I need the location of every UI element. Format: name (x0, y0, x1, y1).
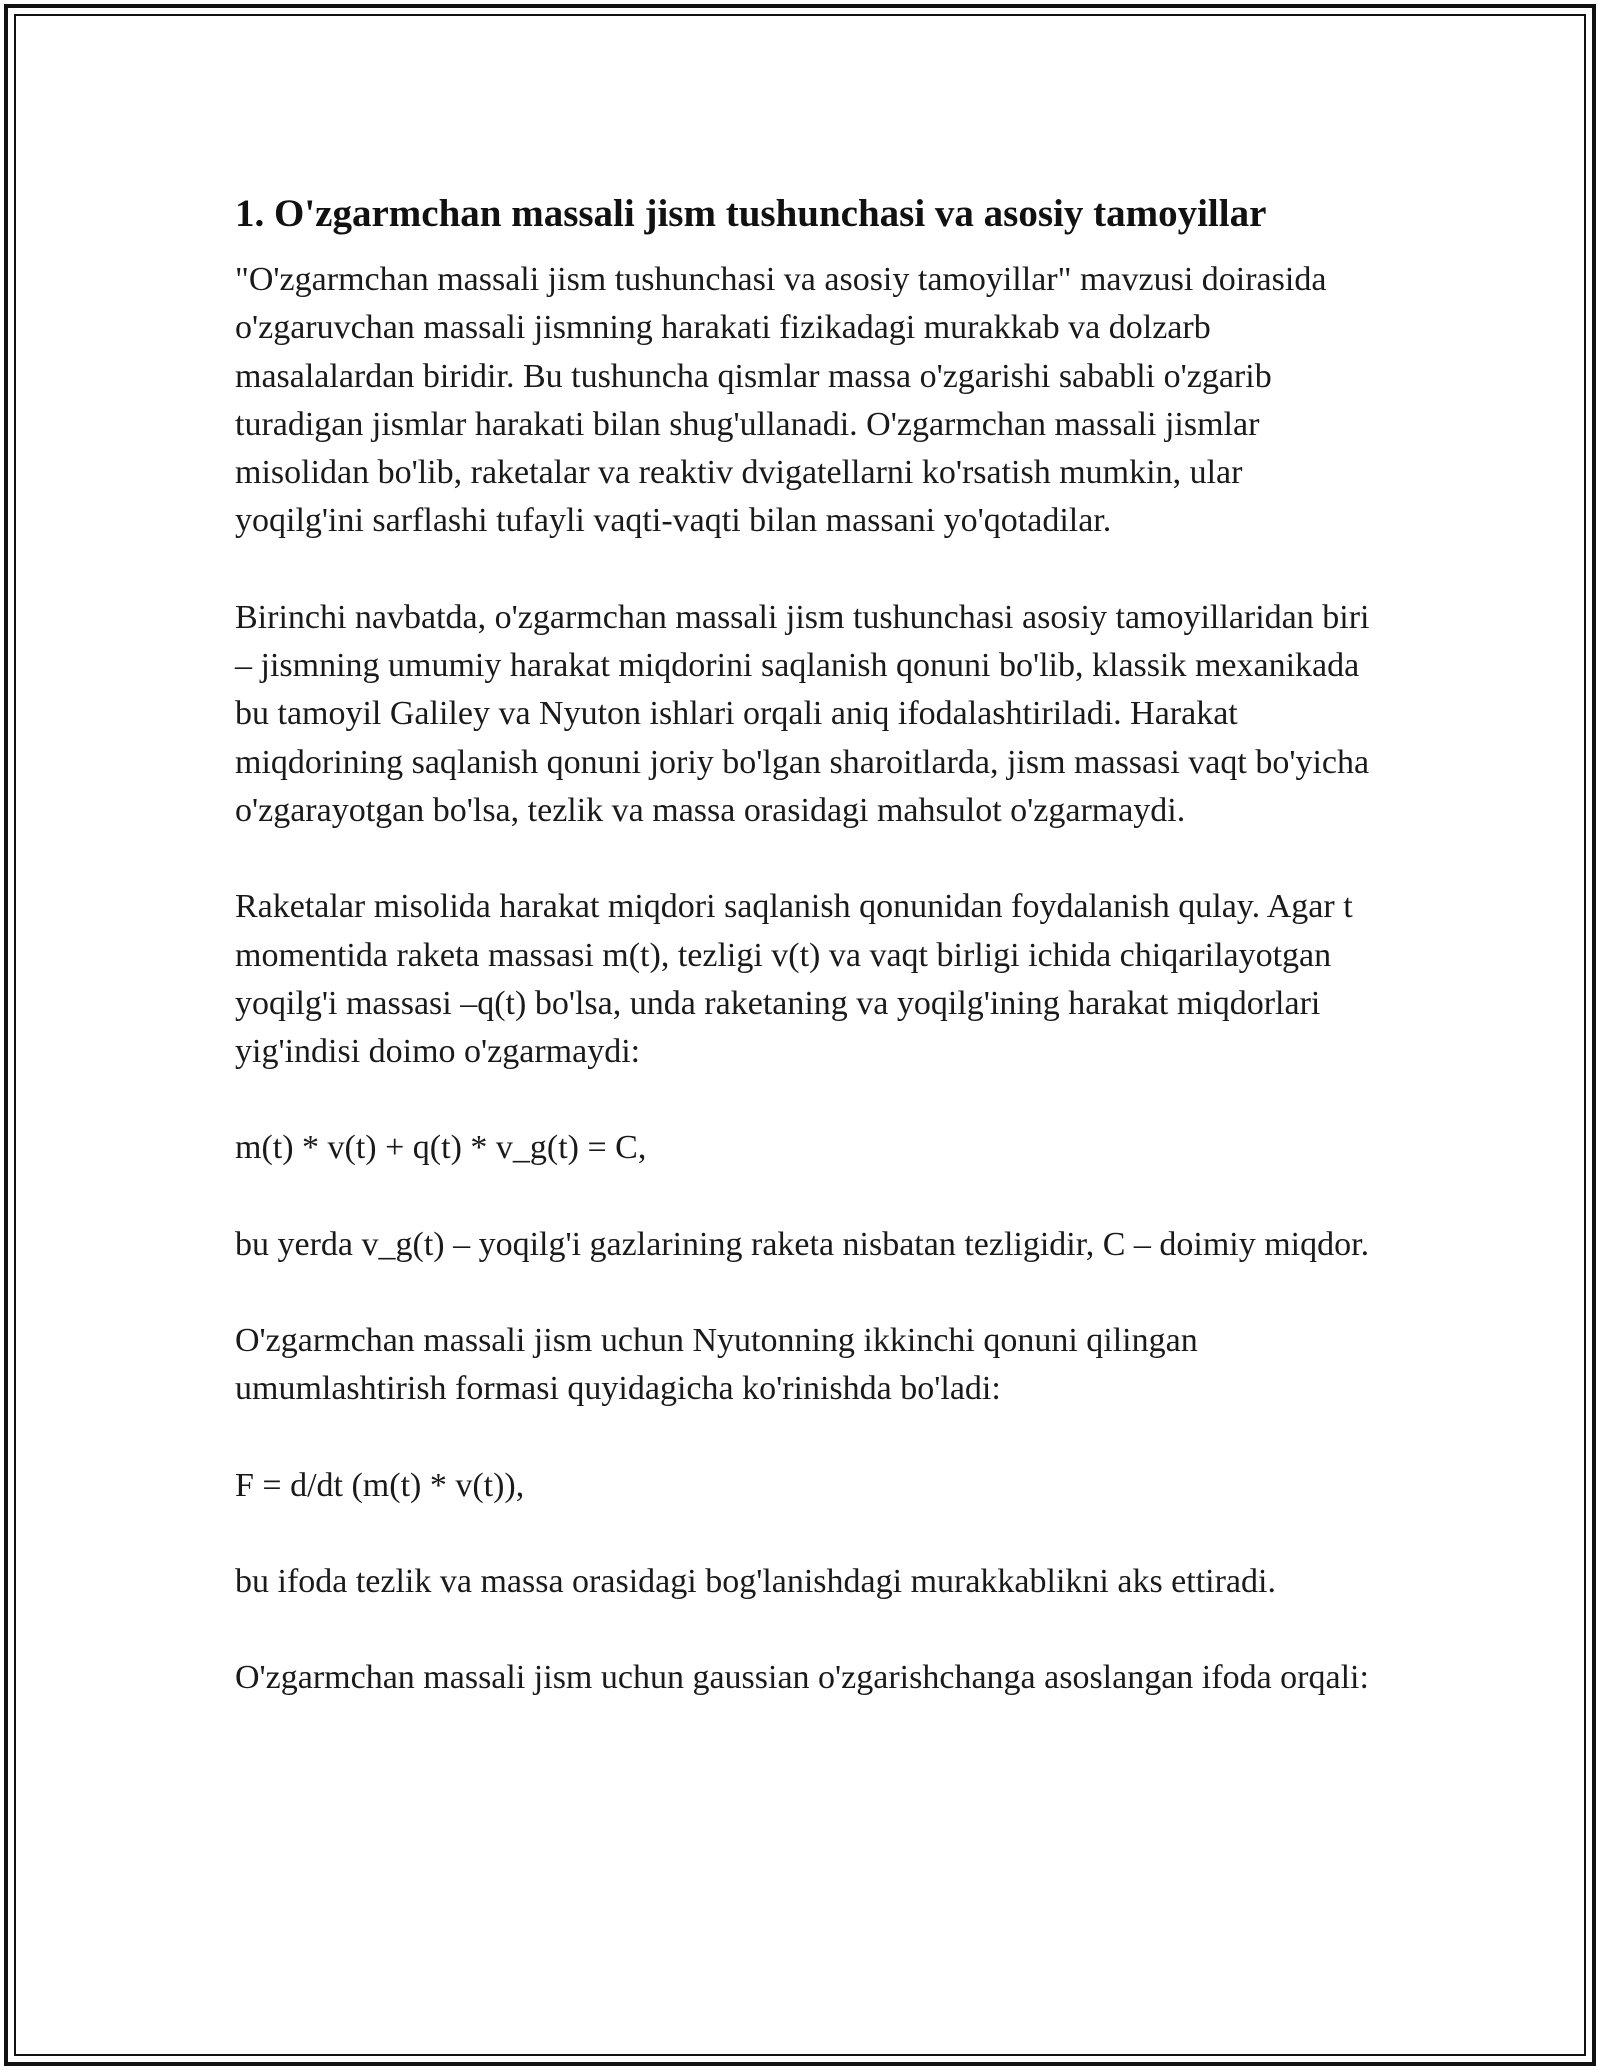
section-heading: 1. O'zgarmchan massali jism tushunchasi va asosiy tamoyillar (235, 192, 1267, 235)
document-body (235, 186, 1375, 1703)
paragraph-formula-explanation: bu yerda v_g(t) – yoqilg'i gazlarining raketa nisbatan tezligidir, C – doimiy miqdor. (235, 1225, 1370, 1263)
paragraph-conservation-law: Birinchi navbatda, o'zgarmchan massali jism tushunchasi asosiy tamoyillaridan biri – jismning umumiy harakat miqdorini saqlanish qonuni bo'lib, klassik mexanikada bu tamoyil Galiley va Nyuton ishlari orqali aniq ifodalashtiriladi. Harakat miqdorining saqlanish qonuni joriy bo'lgan sharoitlarda, jism massasi vaqt bo'yicha o'zgarayotgan bo'lsa, tezlik va massa orasidagi mahsulot o'zgarmaydi. (235, 598, 1370, 829)
paragraph-newton-second-law: O'zgarmchan massali jism uchun Nyutonning ikkinchi qonuni qilingan umumlashtirish formasi quyidagicha ko'rinishda bo'ladi: (235, 1322, 1198, 1408)
paragraph-rocket-example: Raketalar misolida harakat miqdori saqlanish qonunidan foydalanish qulay. Agar t momentida raketa massasi m(t), tezligi v(t) va vaqt birligi ichida chiqarilayotgan yoqilg'i massasi –q(t) bo'lsa, unda raketaning va yoqilg'ining harakat miqdorlari yig'indisi doimo o'zgarmaydi: (235, 888, 1353, 1071)
formula-force: F = d/dt (m(t) * v(t)), (235, 1466, 525, 1504)
paragraph-gaussian: O'zgarmchan massali jism uchun gaussian o'zgarishchanga asoslangan ifoda orqali: (235, 1659, 1369, 1697)
paragraph-intro: "O'zgarmchan massali jism tushunchasi va asosiy tamoyillar" mavzusi doirasida o'zgaruvchan massali jismning harakati fizikadagi murakkab va dolzarb masalalardan biridir. Bu tushuncha qismlar massa o'zgarishi sababli o'zgarib turadigan jismlar harakati bilan shug'ullanadi. O'zgarmchan massali jismlar misolidan bo'lib, raketalar va reaktiv dvigatellarni ko'rsatish mumkin, ular yoqilg'ini sarflashi tufayli vaqti-vaqti bilan massani yo'qotadilar. (235, 261, 1327, 540)
paragraph-force-explanation: bu ifoda tezlik va massa orasidagi bog'lanishdagi murakkablikni aks ettiradi. (235, 1562, 1276, 1600)
formula-momentum: m(t) * v(t) + q(t) * v_g(t) = C, (235, 1129, 647, 1167)
